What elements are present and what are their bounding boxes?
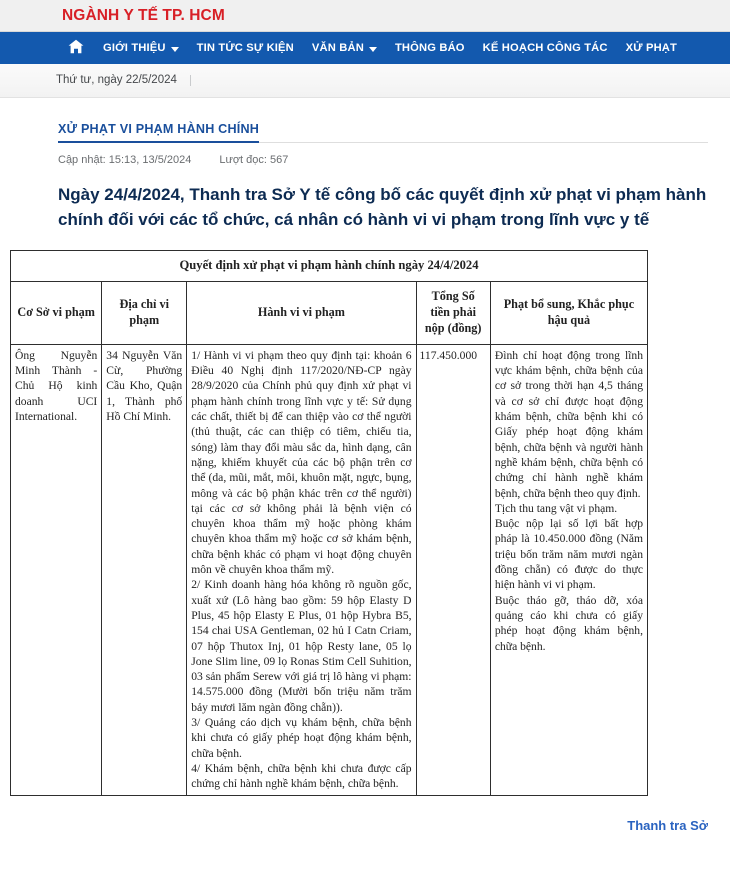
nav-item-xu-phat[interactable] xyxy=(617,32,686,64)
violation-item: 2/ Kinh doanh hàng hóa không rõ nguồn gốc, xuất xứ (Lô hàng bao gồm: 59 hộp Elasty D Plus, 45 hộp Elasty E Plus, 01 hộp Hybra B5, 154 chai USA Gentleman, 02 hủ I Catn Criam, 07 hộp Thutox Inj, 01 hộp Resty lane, 05 lọ Jone Slim line, 09 lọ Ronas Stim Cell Suhition, 03 sản phẩm Serew với giá trị lô hàng vi phạm: 14.575.000 đồng (Mười bốn triệu năm trăm bảy mươi lăm ngàn đồng chẵn)). xyxy=(191,578,412,714)
column-header-remedy: Phạt bổ sung, Khắc phục hậu quả xyxy=(490,282,647,345)
nav-item-gioi-thieu[interactable] xyxy=(94,32,188,64)
violation-item: 4/ Khám bệnh, chữa bệnh khi chưa được cấp chứng chỉ hành nghề khám bệnh, chữa bệnh. xyxy=(191,761,412,791)
table-caption-row xyxy=(11,251,648,282)
violation-item: 1/ Hành vi vi phạm theo quy định tại: khoản 6 Điều 40 Nghị định 117/2020/NĐ-CP ngày 28/9/2020 của Chính phủ quy định xử phạt vi phạm hành chính trong lĩnh vực y tế: Sử dụng các chất, thiết bị để can thiệp vào cơ thể người (thủ thuật, các can thiệp có tiêm, chiếu tia, sóng) làm thay đổi màu sắc da, hình dạng, cân nặng, khiếm khuyết của các bộ phận trên cơ thể (da, mũi, mắt, môi, khuôn mặt, ngực, bụng, mông và các bộ phận khác trên cơ thể người) tại các cơ sở không phải là bệnh viện có chuyên khoa thẩm mỹ hoặc phòng khám chuyên khoa thẩm mỹ hoặc cơ sở khám bệnh, chữa bệnh khác có phạm vi hoạt động chuyên môn về chuyên khoa thẩm mỹ. xyxy=(191,348,412,577)
nav-item-ke-hoach-cong-tac[interactable] xyxy=(474,32,617,64)
remedy-item: Tịch thu tang vật vi phạm. xyxy=(494,501,618,515)
nav-label: KẾ HOẠCH CÔNG TÁC xyxy=(482,42,608,54)
column-header-facility: Cơ Sở vi phạm xyxy=(11,282,102,345)
main-navigation xyxy=(0,32,730,64)
chevron-down-icon xyxy=(171,47,179,52)
decision-table xyxy=(10,250,648,795)
nav-item-thong-bao[interactable] xyxy=(386,32,474,64)
nav-item-van-ban[interactable] xyxy=(303,32,386,64)
remedy-item: Đình chỉ hoạt động trong lĩnh vực khám bệnh, chữa bệnh của cơ sở trong thời hạn 4,5 tháng và cơ sở chỉ được hoạt động khám bệnh, chữa bệnh khi có Giấy phép hoạt động khám bệnh, chữa bệnh và người hành nghề khám bệnh, chữa bệnh có chứng chỉ hành nghề khám bệnh, chữa bệnh theo quy định. xyxy=(494,348,643,500)
column-header-violation: Hành vi vi phạm xyxy=(187,282,416,345)
nav-item-tin-tuc-su-kien[interactable] xyxy=(188,32,303,64)
remedy-item: Buộc tháo gỡ, tháo dỡ, xóa quảng cáo khi chưa có giấy phép hoạt động khám bệnh, chữa bệnh. xyxy=(494,593,643,653)
article-category-link[interactable]: XỬ PHẠT VI PHẠM HÀNH CHÍNH xyxy=(58,122,259,143)
nav-item-home[interactable] xyxy=(60,32,94,64)
category-heading-wrap xyxy=(58,120,708,143)
cell-violations xyxy=(187,344,416,795)
nav-label: XỬ PHẠT xyxy=(625,42,678,54)
column-header-address: Địa chỉ vi phạm xyxy=(102,282,187,345)
cell-address: 34 Nguyễn Văn Cừ, Phường Cầu Kho, Quận 1, Thành phố Hồ Chí Minh. xyxy=(102,344,187,795)
article-views: Lượt đọc: 567 xyxy=(219,154,289,166)
table-header-row xyxy=(11,282,648,345)
home-icon xyxy=(68,39,84,57)
nav-label: TIN TỨC SỰ KIỆN xyxy=(196,42,294,54)
current-date: Thứ tư, ngày 22/5/2024 xyxy=(56,75,191,87)
cell-facility: Ông Nguyễn Minh Thành - Chủ Hộ kinh doanh UCI International. xyxy=(11,344,102,795)
violation-item: 3/ Quảng cáo dịch vụ khám bệnh, chữa bệnh khi chưa có giấy phép hoạt động khám bệnh, chữa bệnh. xyxy=(191,716,412,760)
article-content xyxy=(0,98,730,232)
chevron-down-icon xyxy=(369,47,377,52)
cell-remedies xyxy=(490,344,647,795)
date-strip xyxy=(0,64,730,98)
table-caption: Quyết định xử phạt vi phạm hành chính ngày 24/4/2024 xyxy=(11,251,648,282)
article-signature: Thanh tra Sở xyxy=(627,817,708,833)
nav-label: VĂN BẢN xyxy=(311,42,364,54)
table-row xyxy=(11,344,648,795)
nav-label: GIỚI THIỆU xyxy=(103,42,166,54)
decision-table-wrap xyxy=(0,250,730,795)
article-updated: Cập nhật: 15:13, 13/5/2024 xyxy=(58,154,192,166)
cell-amount: 117.450.000 xyxy=(416,344,490,795)
remedy-item: Buộc nộp lại số lợi bất hợp pháp là 10.450.000 đồng (Năm triệu bốn trăm năm mươi ngàn đồng chẵn) có được do thực hiện hành vi vi phạm. xyxy=(494,517,643,592)
article-meta xyxy=(58,154,708,166)
nav-label: THÔNG BÁO xyxy=(394,42,465,54)
page-title: Ngày 24/4/2024, Thanh tra Sở Y tế công bố các quyết định xử phạt vi phạm hành chính đối với các tổ chức, cá nhân có hành vi vi phạm trong lĩnh vực y tế xyxy=(58,185,707,230)
site-brand-bar xyxy=(0,0,730,32)
column-header-amount: Tổng Số tiền phải nộp (đồng) xyxy=(416,282,490,345)
site-title: NGÀNH Y TẾ TP. HCM xyxy=(62,6,225,24)
